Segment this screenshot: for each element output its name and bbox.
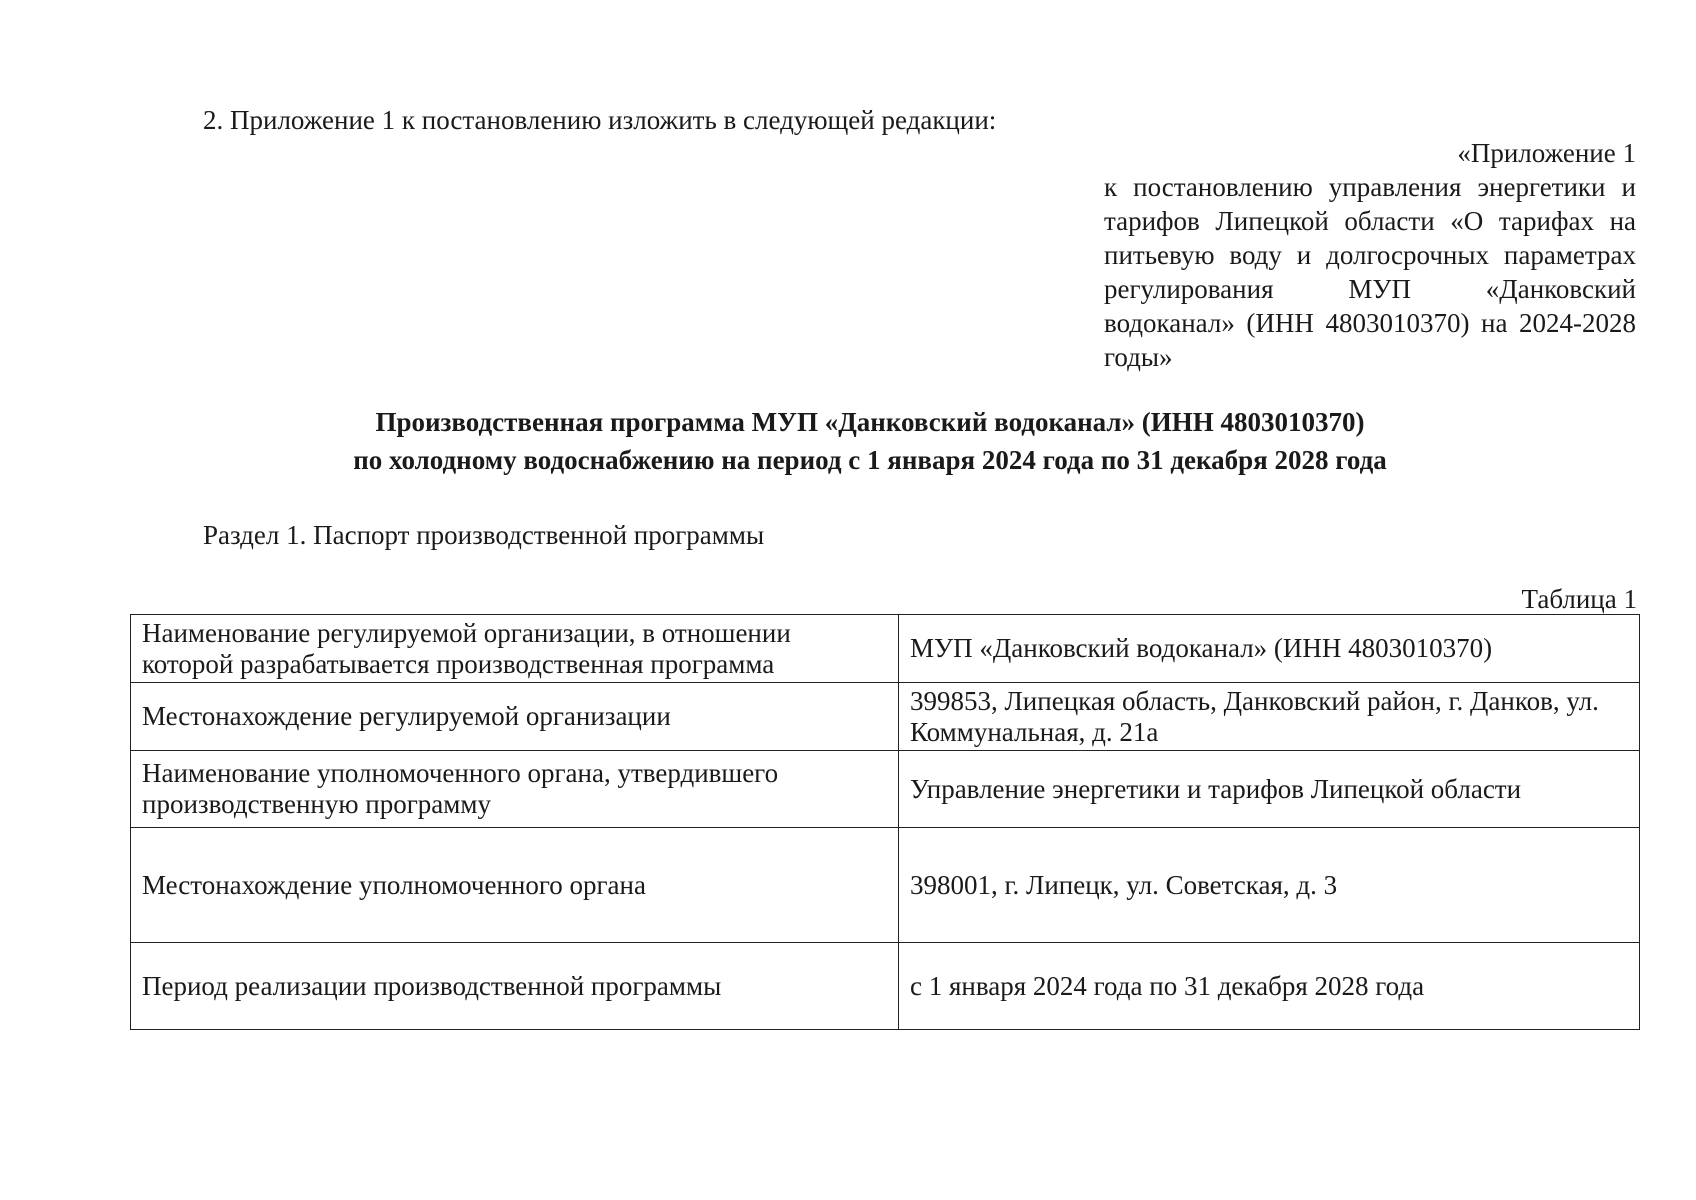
row-label: Наименование регулируемой организации, в отношении которой разрабатывается производственная программа: [131, 615, 899, 683]
table-row: [131, 943, 1640, 1030]
appendix-header: [1104, 136, 1636, 374]
row-label: Местонахождение уполномоченного органа: [131, 828, 899, 943]
passport-table: [130, 614, 1640, 1030]
table-caption: Таблица 1: [1521, 584, 1637, 614]
program-title-line-2: по холодному водоснабжению на период с 1 января 2024 года по 31 декабря 2028 года: [353, 445, 1387, 475]
program-title: [120, 403, 1620, 479]
row-value: с 1 января 2024 года по 31 декабря 2028 года: [899, 943, 1640, 1030]
row-value: МУП «Данковский водоканал» (ИНН 4803010370): [899, 615, 1640, 683]
table-row: [131, 828, 1640, 943]
table-row: [131, 683, 1640, 751]
row-label: Местонахождение регулируемой организации: [131, 683, 899, 751]
table-row: [131, 615, 1640, 683]
program-title-line-1: Производственная программа МУП «Данковский водоканал» (ИНН 4803010370): [375, 407, 1365, 437]
intro-paragraph: 2. Приложение 1 к постановлению изложить в следующей редакции:: [203, 105, 997, 135]
row-value: 398001, г. Липецк, ул. Советская, д. 3: [899, 828, 1640, 943]
appendix-reference: к постановлению управления энергетики и тарифов Липецкой области «О тарифах на питьевую воду и долгосрочных параметрах регулирования МУП «Данковский водоканал» (ИНН 4803010370) на 2024-2028 годы»: [1104, 172, 1636, 372]
appendix-title: «Приложение 1: [1457, 138, 1636, 168]
row-value: Управление энергетики и тарифов Липецкой области: [899, 751, 1640, 828]
section-title: Раздел 1. Паспорт производственной программы: [203, 520, 765, 550]
row-label: Период реализации производственной программы: [131, 943, 899, 1030]
row-label: Наименование уполномоченного органа, утвердившего производственную программу: [131, 751, 899, 828]
row-value: 399853, Липецкая область, Данковский район, г. Данков, ул. Коммунальная, д. 21а: [899, 683, 1640, 751]
table-row: [131, 751, 1640, 828]
